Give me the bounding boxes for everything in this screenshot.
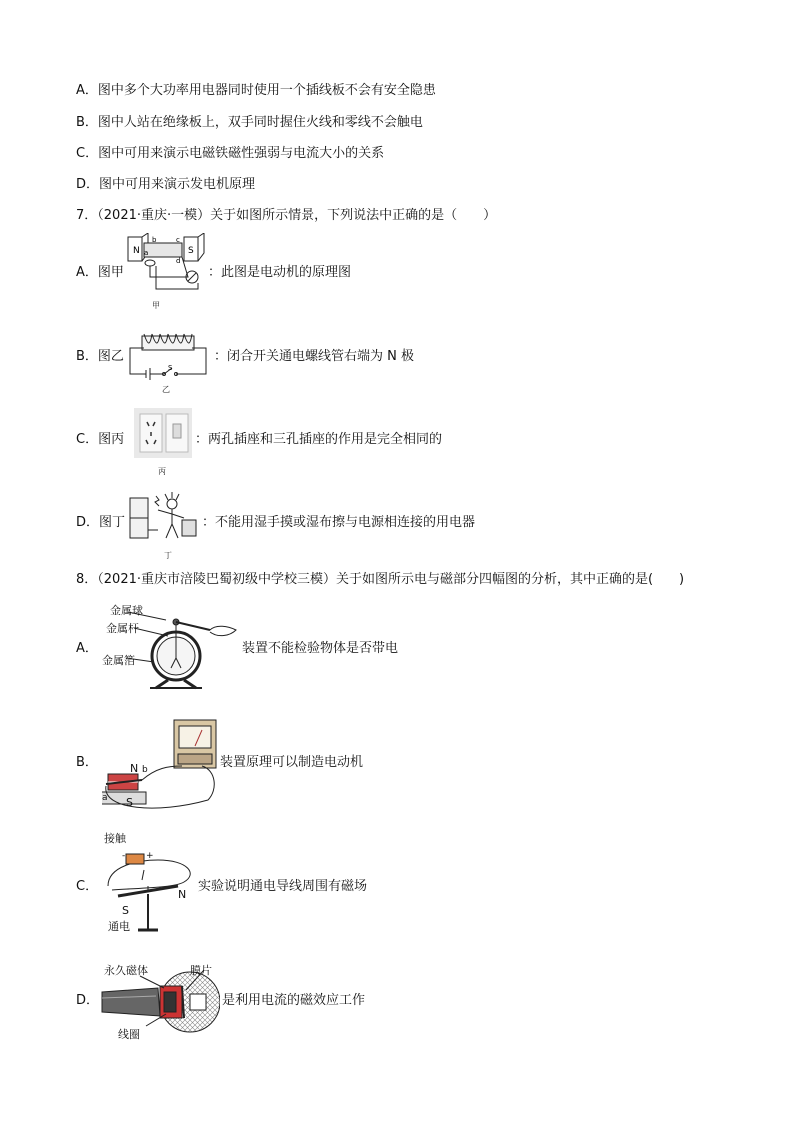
q7-option-c-prefix: C．图丙 bbox=[76, 432, 125, 447]
q8-stem: 8．（2021·重庆市涪陵巴蜀初级中学校三模）关于如图所示电与磁部分四幅图的分析，其中正确的是( ) bbox=[76, 572, 685, 587]
q8-option-d-text: 是利用电流的磁效应工作 bbox=[222, 993, 366, 1008]
q6-option-b: B．图中人站在绝缘板上，双手同时握住火线和零线不会触电 bbox=[76, 115, 423, 130]
q7-fig-b-switch-label: S bbox=[168, 364, 173, 372]
q7-option-a-text: ：此图是电动机的原理图 bbox=[208, 265, 352, 280]
q7-caption-jia: 甲 bbox=[152, 301, 160, 310]
q8-option-d-prefix: D． bbox=[76, 993, 100, 1008]
q8-figure-galvanometer bbox=[98, 710, 222, 816]
q7-figure-wet-hand bbox=[128, 490, 200, 546]
q8-fig-d-coil-label: 线圈 bbox=[118, 1028, 140, 1041]
q8-fig-c-plus-label: + bbox=[146, 851, 154, 861]
q7-caption-bing: 丙 bbox=[158, 467, 166, 476]
q8-option-b-prefix: B． bbox=[76, 755, 98, 770]
q8-fig-a-rod-label: 金属杆 bbox=[106, 622, 139, 635]
q8-fig-d-magnet-label: 永久磁体 bbox=[104, 964, 148, 977]
q8-option-a-text: 装置不能检验物体是否带电 bbox=[242, 641, 399, 656]
q8-fig-b-b-label: b bbox=[142, 765, 148, 775]
q8-fig-c-s-label: S bbox=[122, 904, 129, 917]
q7-fig-a-s-label: S bbox=[188, 246, 194, 256]
q7-option-b-text: ：闭合开关通电螺线管右端为 N 极 bbox=[214, 349, 414, 364]
q8-option-b-text: 装置原理可以制造电动机 bbox=[220, 755, 364, 770]
q7-fig-a-b-label: b bbox=[152, 236, 157, 244]
q7-caption-ding: 丁 bbox=[164, 551, 172, 560]
q8-fig-c-contact-label: 接触 bbox=[104, 832, 126, 845]
q7-caption-yi: 乙 bbox=[162, 385, 170, 394]
q8-fig-a-foil-label: 金属箔 bbox=[102, 654, 135, 667]
q7-figure-socket bbox=[134, 408, 192, 458]
q7-option-b-prefix: B．图乙 bbox=[76, 349, 124, 364]
q8-option-c-prefix: C． bbox=[76, 879, 99, 894]
q8-figure-microphone bbox=[100, 960, 220, 1046]
q7-fig-a-a-label: a bbox=[144, 249, 149, 257]
q8-fig-c-energize-label: 通电 bbox=[108, 920, 130, 933]
q7-stem: 7．（2021·重庆·一模）关于如图所示情景，下列说法中正确的是（ ） bbox=[76, 208, 497, 223]
q8-figure-electroscope bbox=[98, 600, 242, 692]
q7-option-c-text: ：两孔插座和三孔插座的作用是完全相同的 bbox=[195, 432, 443, 447]
q8-fig-c-n-label: N bbox=[178, 888, 187, 901]
q7-option-a-prefix: A．图甲 bbox=[76, 265, 124, 280]
q7-fig-a-d-label: d bbox=[176, 257, 181, 265]
q6-option-a: A．图中多个大功率用电器同时使用一个插线板不会有安全隐患 bbox=[76, 83, 436, 98]
q8-fig-d-diaphragm-label: 膜片 bbox=[190, 964, 212, 977]
q7-fig-a-c-label: c bbox=[176, 236, 180, 244]
q7-figure-motor bbox=[126, 233, 206, 299]
q8-fig-b-s-label: S bbox=[126, 796, 133, 809]
q8-option-c-text: 实验说明通电导线周围有磁场 bbox=[198, 879, 368, 894]
q8-option-a-prefix: A． bbox=[76, 641, 98, 656]
q8-fig-c-minus-label: - bbox=[122, 851, 126, 861]
q8-figure-oersted bbox=[98, 826, 198, 944]
q6-option-c: C．图中可用来演示电磁铁磁性强弱与电流大小的关系 bbox=[76, 146, 385, 161]
q7-figure-solenoid bbox=[128, 326, 208, 382]
q8-fig-b-a-label: a bbox=[102, 793, 108, 803]
q7-option-d-text: ：不能用湿手摸或湿布擦与电源相连接的用电器 bbox=[202, 515, 476, 530]
q8-fig-b-n-label: N bbox=[130, 762, 139, 775]
q8-fig-a-ball-label: 金属球 bbox=[110, 604, 143, 617]
q7-fig-a-n-label: N bbox=[133, 246, 140, 256]
q7-option-d-prefix: D．图丁 bbox=[76, 515, 126, 530]
q6-option-d: D．图中可用来演示发电机原理 bbox=[76, 177, 256, 192]
